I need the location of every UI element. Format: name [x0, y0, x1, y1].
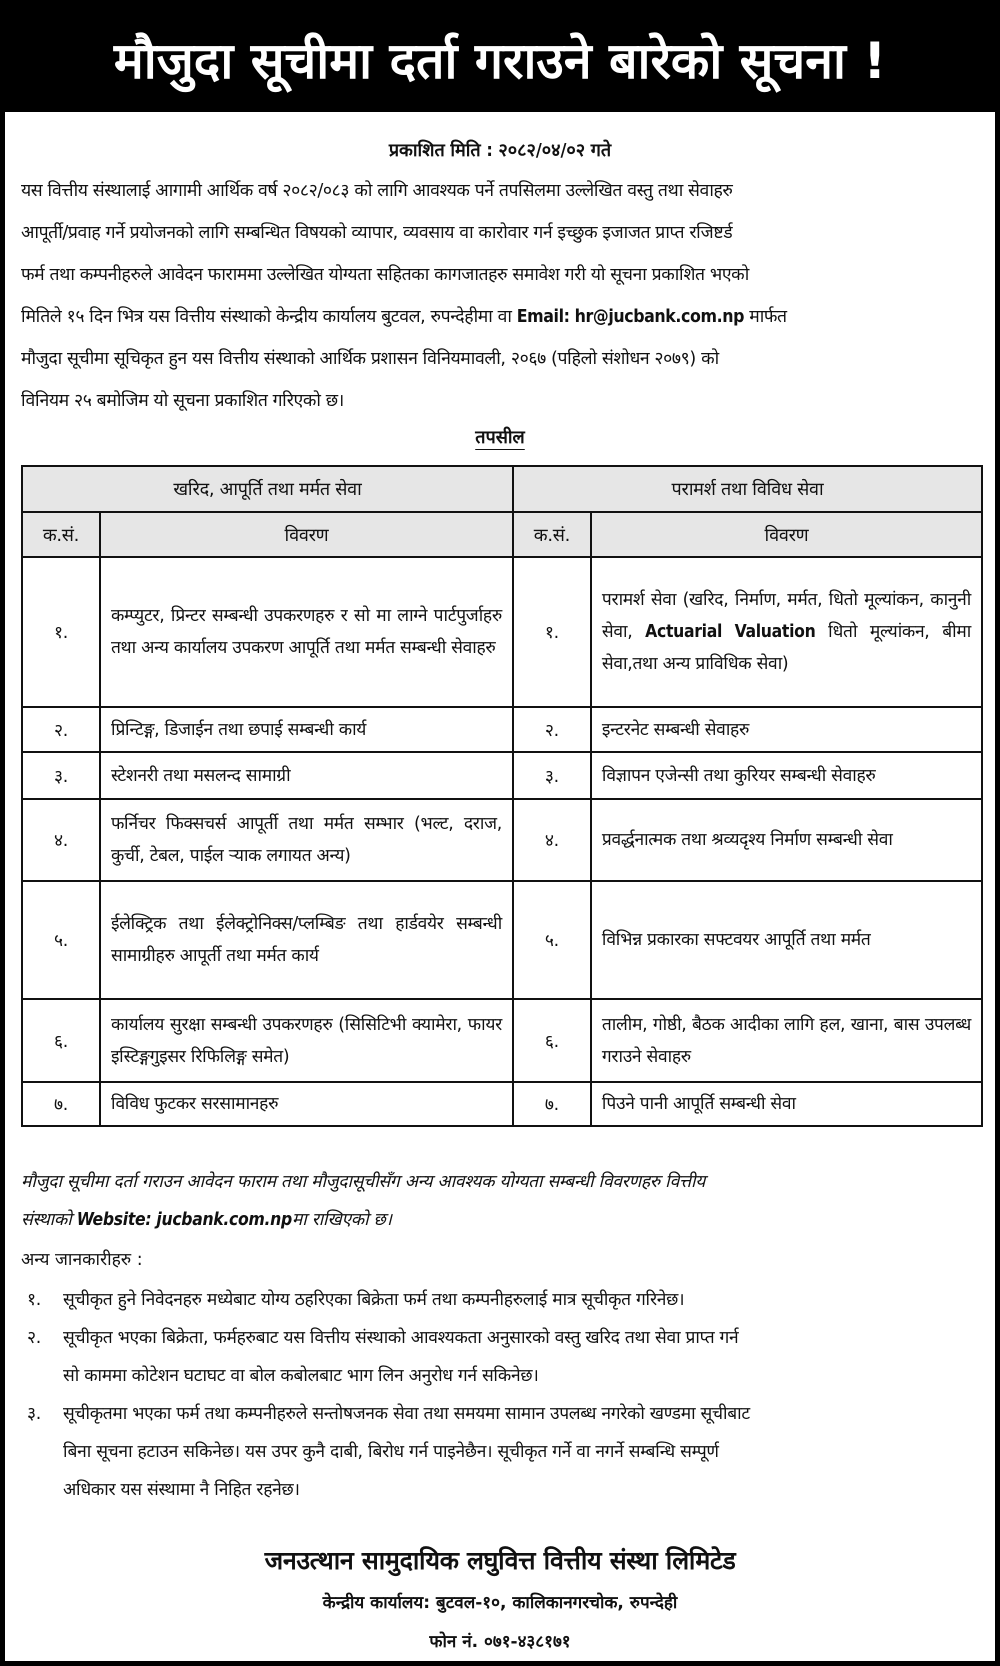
right-desc: इन्टरनेट सम्बन्धी सेवाहरु [591, 707, 982, 752]
table-row [22, 881, 982, 999]
list-item [21, 1395, 983, 1509]
column-header-desc: विवरण [100, 512, 513, 557]
right-desc: विभिन्न प्रकारका सफ्टवयर आपूर्ति तथा मर्मत [591, 881, 982, 999]
organization-address: केन्द्रीय कार्यालय: बुटवल-१०, कालिकानगरचोक, रुपन्देही [322, 1593, 678, 1613]
table-row [22, 557, 982, 707]
intro-line-text: मितिले १५ दिन भित्र यस वित्तीय संस्थाको केन्द्रीय कार्यालय बुटवल, रुपन्देहीमा वा [21, 307, 517, 327]
group-header-consulting: परामर्श तथा विविध सेवा [513, 466, 982, 512]
column-header-desc: विवरण [591, 512, 982, 557]
right-desc: पिउने पानी आपूर्ति सम्बन्धी सेवा [591, 1082, 982, 1126]
right-desc-part: धितो मूल्यांकन, बीमा सेवा,तथा अन्य प्राविधिक सेवा) [601, 622, 971, 674]
column-header-sn: क.सं. [22, 512, 100, 557]
list-item-number: ३. [27, 1404, 41, 1424]
left-sn: ५. [22, 881, 100, 999]
right-desc: विज्ञापन एजेन्सी तथा कुरियर सम्बन्धी सेवाहरु [591, 752, 982, 799]
note-prefix: संस्थाको [21, 1210, 77, 1230]
intro-line-with-email [21, 296, 981, 338]
group-header-row [22, 466, 982, 512]
left-desc: स्टेशनरी तथा मसलन्द सामाग्री [100, 752, 513, 799]
table-row [22, 999, 982, 1082]
schedule-heading [5, 425, 995, 449]
table-row [22, 799, 982, 881]
right-desc: प्रवर्द्धनात्मक तथा श्रव्यदृश्य निर्माण सम्बन्धी सेवा [591, 799, 982, 881]
list-item [21, 1281, 983, 1319]
left-sn: २. [22, 707, 100, 752]
website-link[interactable]: Website: jucbank.com.np [76, 1210, 292, 1230]
group-header-procurement: खरिद, आपूर्ति तथा मर्मत सेवा [22, 466, 513, 512]
list-item-line: सूचीकृत हुने निवेदनहरु मध्येबाट योग्य ठहरिएका बिक्रेता फर्म तथा कम्पनीहरुलाई मात्र सूचीकृत गरिनेछ। [63, 1290, 685, 1310]
notice-title-banner [5, 5, 995, 112]
left-desc: कम्प्युटर, प्रिन्टर सम्बन्धी उपकरणहरु र सो मा लाग्ने पार्टपुर्जाहरु तथा अन्य कार्यालय उपकरण आपूर्ति तथा मर्मत सम्बन्धी सेवाहरु [100, 557, 513, 707]
right-sn: ३. [513, 752, 591, 799]
other-info-heading: अन्य जानकारीहरु : [21, 1250, 143, 1270]
right-sn: ६. [513, 999, 591, 1082]
right-sn: ४. [513, 799, 591, 881]
column-header-sn: क.सं. [513, 512, 591, 557]
right-sn: १. [513, 557, 591, 707]
left-desc: ईलेक्ट्रिक तथा ईलेक्ट्रोनिक्स/प्लम्बिङ तथा हार्डवयेर सम्बन्धी सामाग्रीहरु आपूर्ती तथा मर्मत कार्य [100, 881, 513, 999]
list-item [21, 1319, 983, 1395]
organization-phone: फोन नं. ०७१-४३८१७१ [429, 1632, 571, 1652]
note-line: मौजुदा सूचीमा दर्ता गराउन आवेदन फाराम तथा मौजुदासूचीसँग अन्य आवश्यक योग्यता सम्बन्धी विवरणहरु वित्तीय [21, 1172, 706, 1192]
list-item-number: २. [27, 1328, 41, 1348]
publication-date: प्रकाशित मिति : २०८२/०४/०२ गते [388, 140, 612, 161]
schedule-table [21, 465, 983, 1127]
left-sn: ६. [22, 999, 100, 1082]
intro-line: फर्म तथा कम्पनीहरुले आवेदन फाराममा उल्लेखित योग्यता सहितका कागजातहरु समावेश गरी यो सूचना प्रकाशित भएको [21, 265, 749, 285]
intro-paragraph [21, 170, 981, 422]
note-suffix: मा राखिएको छ। [291, 1210, 392, 1230]
list-item-number: १. [27, 1290, 41, 1310]
note-line-website [21, 1201, 983, 1239]
intro-line: मौजुदा सूचीमा सूचिकृत हुन यस वित्तीय संस्थाको आर्थिक प्रशासन विनियमावली, २०६७ (पहिलो संशोधन २०७९) को [21, 349, 719, 369]
right-desc [591, 557, 982, 707]
left-desc: कार्यालय सुरक्षा सम्बन्धी उपकरणहरु (सिसिटिभी क्यामेरा, फायर इस्टिङ्गगुइसर रिफिलिङ्ग समेत) [100, 999, 513, 1082]
column-header-row [22, 512, 982, 557]
table-row [22, 1082, 982, 1126]
intro-line: आपूर्ती/प्रवाह गर्ने प्रयोजनको लागि सम्बन्धित विषयको व्यापार, व्यवसाय वा कारोवार गर्न इच्छुक इजाजत प्राप्त रजिष्टर्ड [21, 223, 733, 243]
list-item-line: सूचीकृत भएका बिक्रेता, फर्महरुबाट यस वित्तीय संस्थाको आवश्यकता अनुसारको वस्तु खरिद तथा सेवा प्राप्त गर्न [63, 1328, 739, 1348]
notice-title: मौजुदा सूचीमा दर्ता गराउने बारेको सूचना ! [113, 31, 887, 90]
other-info-list [21, 1281, 983, 1509]
right-desc-latin: Actuarial Valuation [645, 622, 816, 642]
list-item-line: सो काममा कोटेशन घटाघट वा बोल कबोलबाट भाग लिन अनुरोध गर्न सकिनेछ। [63, 1366, 539, 1386]
right-desc-part: परामर्श सेवा (खरिद, निर्माण, मर्मत, धितो मूल्यांकन, कानुनी सेवा, [601, 590, 971, 642]
right-sn: ७. [513, 1082, 591, 1126]
left-sn: १. [22, 557, 100, 707]
email-link[interactable]: Email: hr@jucbank.com.np [516, 307, 745, 327]
left-sn: ४. [22, 799, 100, 881]
right-sn: ५. [513, 881, 591, 999]
left-desc: विविध फुटकर सरसामानहरु [100, 1082, 513, 1126]
list-item-line: सूचीकृतमा भएका फर्म तथा कम्पनीहरुले सन्तोषजनक सेवा तथा समयमा सामान उपलब्ध नगरेको खण्डमा सूचीबाट [63, 1404, 750, 1424]
intro-line: विनियम २५ बमोजिम यो सूचना प्रकाशित गरिएको छ। [21, 391, 344, 411]
left-sn: ३. [22, 752, 100, 799]
list-item-line: बिना सूचना हटाउन सकिनेछ। यस उपर कुनै दाबी, बिरोध गर्न पाइनेछैन। सूचीकृत गर्ने वा नगर्ने सम्बन्धि सम्पूर्ण [63, 1442, 719, 1462]
intro-line: यस वित्तीय संस्थालाई आगामी आर्थिक वर्ष २०८२/०८३ को लागि आवश्यक पर्ने तपसिलमा उल्लेखित वस्तु तथा सेवाहरु [21, 181, 733, 201]
intro-line-suffix: मार्फत [744, 307, 787, 327]
schedule-title: तपसील [475, 427, 525, 448]
table-row [22, 752, 982, 799]
left-desc: फर्निचर फिक्सचर्स आपूर्ती तथा मर्मत सम्भार (भल्ट, दराज, कुर्ची, टेबल, पाईल ऱ्याक लगायत अन्य) [100, 799, 513, 881]
left-sn: ७. [22, 1082, 100, 1126]
application-form-note [21, 1163, 983, 1239]
table-row [22, 707, 982, 752]
list-item-line: अधिकार यस संस्थामा नै निहित रहनेछ। [63, 1480, 300, 1500]
organization-name: जनउत्थान सामुदायिक लघुवित्त वित्तीय संस्था लिमिटेड [264, 1546, 736, 1575]
right-sn: २. [513, 707, 591, 752]
right-desc: तालीम, गोष्ठी, बैठक आदीका लागि हल, खाना, बास उपलब्ध गराउने सेवाहरु [591, 999, 982, 1082]
left-desc: प्रिन्टिङ्ग, डिजाईन तथा छपाई सम्बन्धी कार्य [100, 707, 513, 752]
